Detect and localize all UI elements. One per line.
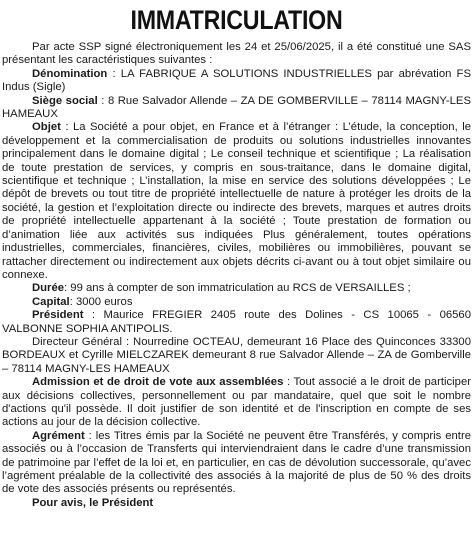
capital-label: Capital — [32, 295, 70, 308]
objet-label: Objet — [32, 121, 61, 134]
signature-line: Pour avis, le Président — [32, 496, 154, 509]
agrement-value: : les Titres émis par la Société ne peuvent être Transférés, y compris entre associés ou à l’occasion de Transferts qui interviendraient dans le cadre d’une transmission de patrimoine par l’effet de la loi et, en particulier, en cas de dévolution successorale, qu’avec l’agrément préalable de la collectivité des associés à la majorité de plus de 50 % des droits de vote des associés présents ou représentés. — [2, 429, 471, 496]
agrement-label: Agrément — [32, 429, 85, 442]
duree-label: Durée — [32, 282, 65, 295]
objet-value: : La Société a pour objet, en France et à l’étranger : L’étude, la conception, le développement et la commercialisation de produits ou solutions industrielles innovantes principalement dans le domaine digital ; Le conseil technique et scientifique ; La réalisation de toute prestation de services, y compris en sous-traitance, dans le domaine digital, scientifique et technique ; L’installation, la mise en service des solutions développées ; Le dépôt de brevets ou tout titre de propriété intellectuelle de nature à protéger les droits de la société, la gestion et l’exploitation directe ou indirecte des brevets, marques et autres droits de propriété intellectuelle appartenant à la société ; Toute prestation de formation ou d’animation liée aux activités sus indiquées Plus généralement, toutes opérations industrielles, commerciales, financières, civiles, mobilières ou immobilières, pouvant se rattacher directement ou indirectement aux objets décrits ci-avant ou à tout objet similaire ou connexe. — [2, 121, 471, 281]
duree-value: : 99 ans à compter de son immatriculation au RCS de VERSAILLES ; — [64, 282, 411, 295]
denomination-label: Dénomination — [32, 67, 108, 80]
denomination-value: : LA FABRIQUE A SOLUTIONS INDUSTRIELLES par abrévation FS Indus (Sigle) — [2, 67, 471, 94]
siege-label: Siège social — [32, 94, 98, 107]
siege-paragraph — [2, 95, 471, 122]
admission-paragraph — [2, 376, 471, 430]
intro-paragraph: Par acte SSP signé électroniquement les 24 et 25/06/2025, il a été constitué une SAS présentant les caractéristiques suivantes : — [2, 41, 471, 67]
denomination-paragraph — [2, 68, 471, 95]
notice-title: IMMATRICULATION — [130, 5, 343, 35]
agrement-paragraph — [2, 430, 471, 497]
capital-value: : 3000 euros — [69, 295, 133, 308]
president-paragraph — [2, 309, 471, 336]
president-value: : Maurice FREGIER 2405 route des Dolines - CS 10065 - 06560 VALBONNE SOPHIA ANTIPOLIS. — [2, 309, 471, 335]
admission-label: Admission et de droit de vote aux assemblées — [32, 376, 284, 389]
objet-paragraph — [2, 121, 471, 282]
admission-value: : Tout associé a le droit de participer aux décisions collectives, personnellement ou par mandataire, quel que soit le nombre d'actions qu'il possède. Il doit justifier de son identité et de l'inscription en compte de ses actions au jour de la décision collective. — [2, 376, 471, 429]
capital-paragraph — [2, 296, 471, 309]
president-label: Président — [32, 309, 84, 322]
siege-value: : 8 Rue Salvador Allende – ZA DE GOMBERVILLE – 78114 MAGNY-LES HAMEAUX — [2, 94, 471, 121]
directeur-paragraph: Directeur Général : Nourredine OCTEAU, demeurant 16 Place des Quinconces 33300 BORDEAUX et Cyrille MIELCZAREK demeurant 8 rue Salvador Allende – ZA de Gomberville – 78114 MAGNY-LES HAMEAUX — [2, 335, 471, 375]
duree-paragraph — [2, 282, 471, 295]
